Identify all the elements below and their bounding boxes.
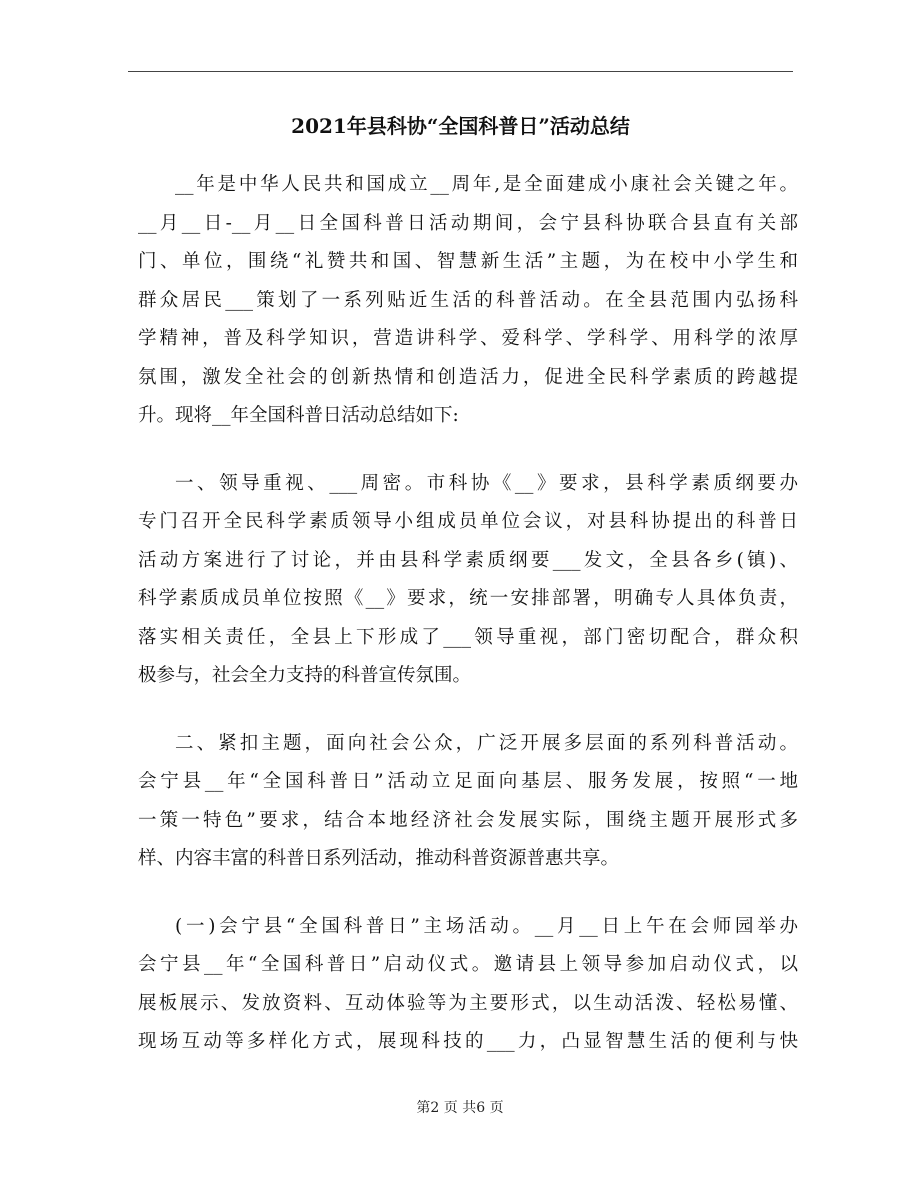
paragraph-section-2 [138, 725, 798, 879]
paragraph-section-1 [138, 465, 798, 696]
text-line: 科学素质成员单位按照《__》要求，统一安排部署，明确专人具体负责， [138, 588, 798, 609]
text-line: 一、领导重视、___周密。市科协《__》要求，县科学素质纲要办 [175, 472, 798, 494]
text-line: 现场互动等多样化方式，展现科技的___力，凸显智慧生活的便利与快 [138, 1031, 798, 1052]
text-line: 展板展示、发放资料、互动体验等为主要形式，以生动活泼、轻松易懂、 [138, 992, 798, 1014]
document-body [138, 166, 798, 1062]
text-line: (一)会宁县“全国科普日”主场活动。__月__日上午在会师园举办 [175, 915, 798, 937]
text-line: 会宁县__年“全国科普日”活动立足面向基层、服务发展，按照“一地 [138, 771, 798, 792]
text-line: __月__日-__月__日全国科普日活动期间，会宁县科协联合县直有关部 [138, 212, 798, 234]
page-number: 第2 页 共6 页 [416, 1100, 504, 1116]
text-line: 会宁县__年“全国科普日”启动仪式。邀请县上领导参加启动仪式，以 [138, 954, 798, 975]
text-line: 学精神，普及科学知识，营造讲科学、爱科学、学科学、用科学的浓厚 [138, 328, 798, 349]
document-title: 2021年县科协“全国科普日”活动总结 [291, 114, 630, 138]
text-line: 氛围，激发全社会的创新热情和创造活力，促进全民科学素质的跨越提 [138, 366, 798, 388]
paragraph-intro [138, 166, 798, 436]
text-line: 样、内容丰富的科普日系列活动，推动科普资源普惠共享。 [138, 848, 620, 869]
text-line: 一策一特色”要求，结合本地经济社会发展实际，围绕主题开展形式多 [138, 809, 798, 831]
text-line: 活动方案进行了讨论，并由县科学素质纲要___发文，全县各乡(镇)、 [138, 549, 798, 571]
text-line: 专门召开全民科学素质领导小组成员单位会议，对县科协提出的科普日 [138, 511, 798, 532]
text-line: __年是中华人民共和国成立__周年,是全面建成小康社会关键之年。 [175, 174, 798, 195]
text-line: 极参与，社会全力支持的科普宣传氛围。 [138, 665, 472, 686]
text-line: 群众居民___策划了一系列贴近生活的科普活动。在全县范围内弘扬科 [138, 289, 798, 311]
text-line: 落实相关责任，全县上下形成了___领导重视，部门密切配合，群众积 [138, 626, 798, 648]
header-rule [128, 71, 793, 72]
text-line: 升。现将__年全国科普日活动总结如下: [138, 405, 459, 426]
text-line: 门、单位，围绕“礼赞共和国、智慧新生活”主题，为在校中小学生和 [138, 251, 798, 272]
paragraph-subsection-1 [138, 908, 798, 1062]
text-line: 二、紧扣主题，面向社会公众，广泛开展多层面的系列科普活动。 [175, 732, 798, 754]
